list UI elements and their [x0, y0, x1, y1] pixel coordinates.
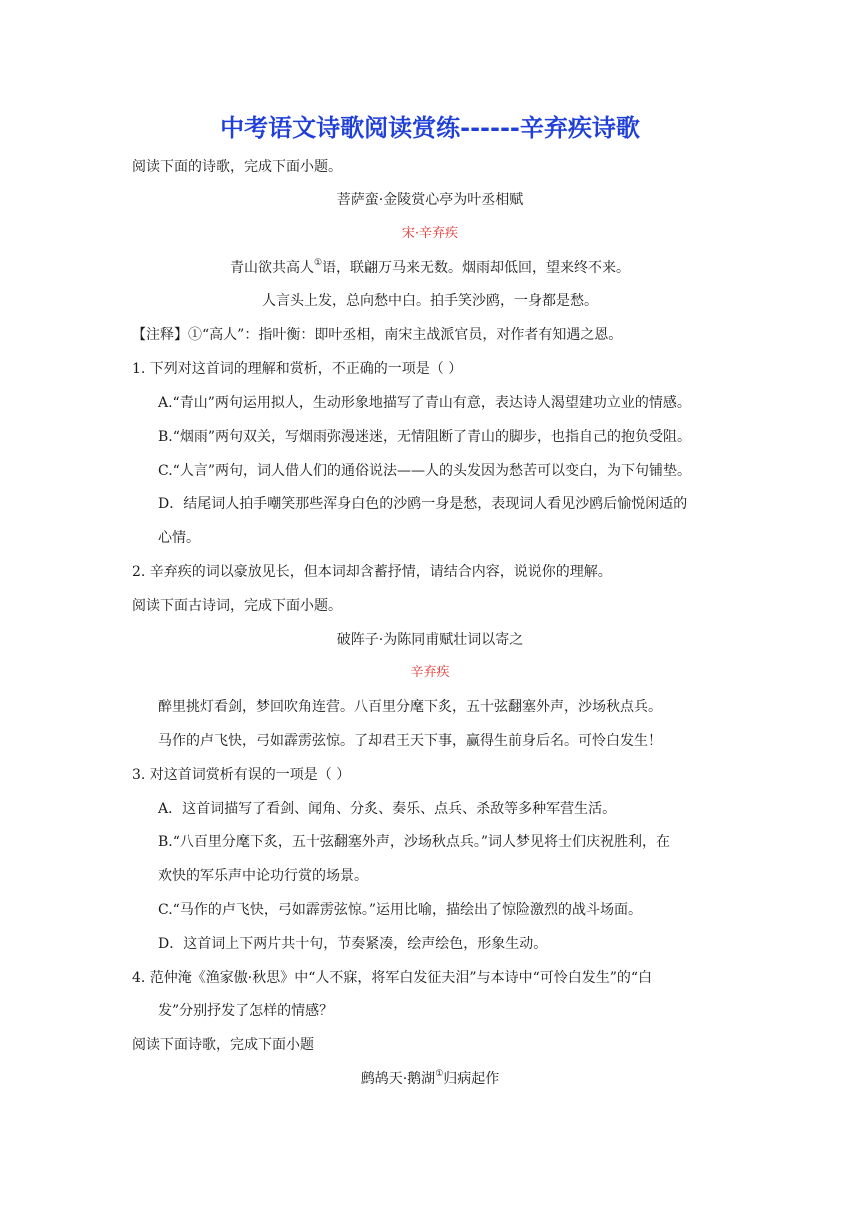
document-title: 中考语文诗歌阅读赏练------辛弃疾诗歌 — [220, 114, 640, 142]
option-c: C.“人言”两句，词人借人们的通俗说法——人的头发因为愁苦可以变白，为下句铺垫。 — [158, 463, 691, 479]
poem-title-part: 鹧鸪天·鹅湖 — [360, 1071, 436, 1087]
section-intro: 阅读下面诗歌，完成下面小题 — [132, 1037, 314, 1053]
poem-line-part: 青山欲共高人 — [229, 260, 314, 276]
poem-author: 辛弃疾 — [410, 665, 450, 680]
question-2: 2. 辛弃疾的词以豪放见长，但本词却含蓄抒情，请结合内容，说说你的理解。 — [132, 564, 612, 580]
option-a: A.“青山”两句运用拟人，生动形象地描写了青山有意，表达诗人渴望建功立业的情感。 — [158, 395, 691, 411]
annotation: 【注释】①“高人”：指叶衡：即叶丞相，南宋主战派官员，对作者有知遇之恩。 — [132, 327, 623, 343]
question-4-continued: 发”分别抒发了怎样的情感？ — [158, 1003, 334, 1019]
option-b: B.“八百里分麾下炙，五十弦翻塞外声，沙场秋点兵。”词人梦见将士们庆祝胜利，在 — [158, 834, 671, 850]
option-d-continued: 心情。 — [158, 530, 200, 546]
poem-title: 破阵子·为陈同甫赋壮词以寄之 — [336, 632, 524, 648]
option-d: D．结尾词人拍手嘲笑那些浑身白色的沙鸥一身是愁，表现词人看见沙鸥后愉悦闲适的 — [158, 496, 688, 512]
poem-title: 菩萨蛮·金陵赏心亭为叶丞相赋 — [336, 192, 524, 208]
option-c: C.“马作的卢飞快，弓如霹雳弦惊。”运用比喻，描绘出了惊险激烈的战斗场面。 — [158, 902, 642, 918]
footnote-marker: ① — [435, 1069, 444, 1080]
option-a: A．这首词描写了看剑、闻角、分炙、奏乐、点兵、杀敌等多种军营生活。 — [158, 801, 617, 817]
poem-line-part: 语，联翩万马来无数。烟雨却低回，望来终不来。 — [322, 260, 631, 276]
poem-line: 马作的卢飞快，弓如霹雳弦惊。了却君王天下事，赢得生前身后名。可怜白发生！ — [158, 733, 662, 749]
section-intro: 阅读下面的诗歌，完成下面小题。 — [132, 159, 342, 175]
footnote-marker: ① — [313, 258, 323, 269]
poem-line — [0, 258, 860, 278]
option-b: B.“烟雨”两句双关，写烟雨弥漫迷迷，无情阻断了青山的脚步，也指自己的抱负受阻。 — [158, 429, 692, 445]
poem-line: 人言头上发，总向愁中白。拍手笑沙鸥，一身都是愁。 — [262, 293, 598, 309]
question-1: 1. 下列对这首词的理解和赏析，不正确的一项是（ ） — [132, 361, 463, 377]
poem-line: 醉里挑灯看剑，梦回吹角连营。八百里分麾下炙，五十弦翻塞外声，沙场秋点兵。 — [158, 699, 662, 715]
question-3: 3. 对这首词赏析有误的一项是（ ） — [132, 767, 351, 783]
option-b-continued: 欢快的军乐声中论功行赏的场景。 — [158, 868, 368, 884]
option-d: D．这首词上下两片共十句，节奏紧凑，绘声绘色，形象生动。 — [158, 936, 548, 952]
question-4: 4. 范仲淹《渔家傲·秋思》中“人不寐，将军白发征夫泪”与本诗中“可怜白发生”的“白 — [132, 970, 653, 986]
poem-title-part: 归病起作 — [443, 1071, 500, 1087]
poem-author: 宋·辛弃疾 — [401, 226, 459, 241]
section-intro: 阅读下面古诗词，完成下面小题。 — [132, 598, 342, 614]
poem-title — [0, 1069, 860, 1089]
